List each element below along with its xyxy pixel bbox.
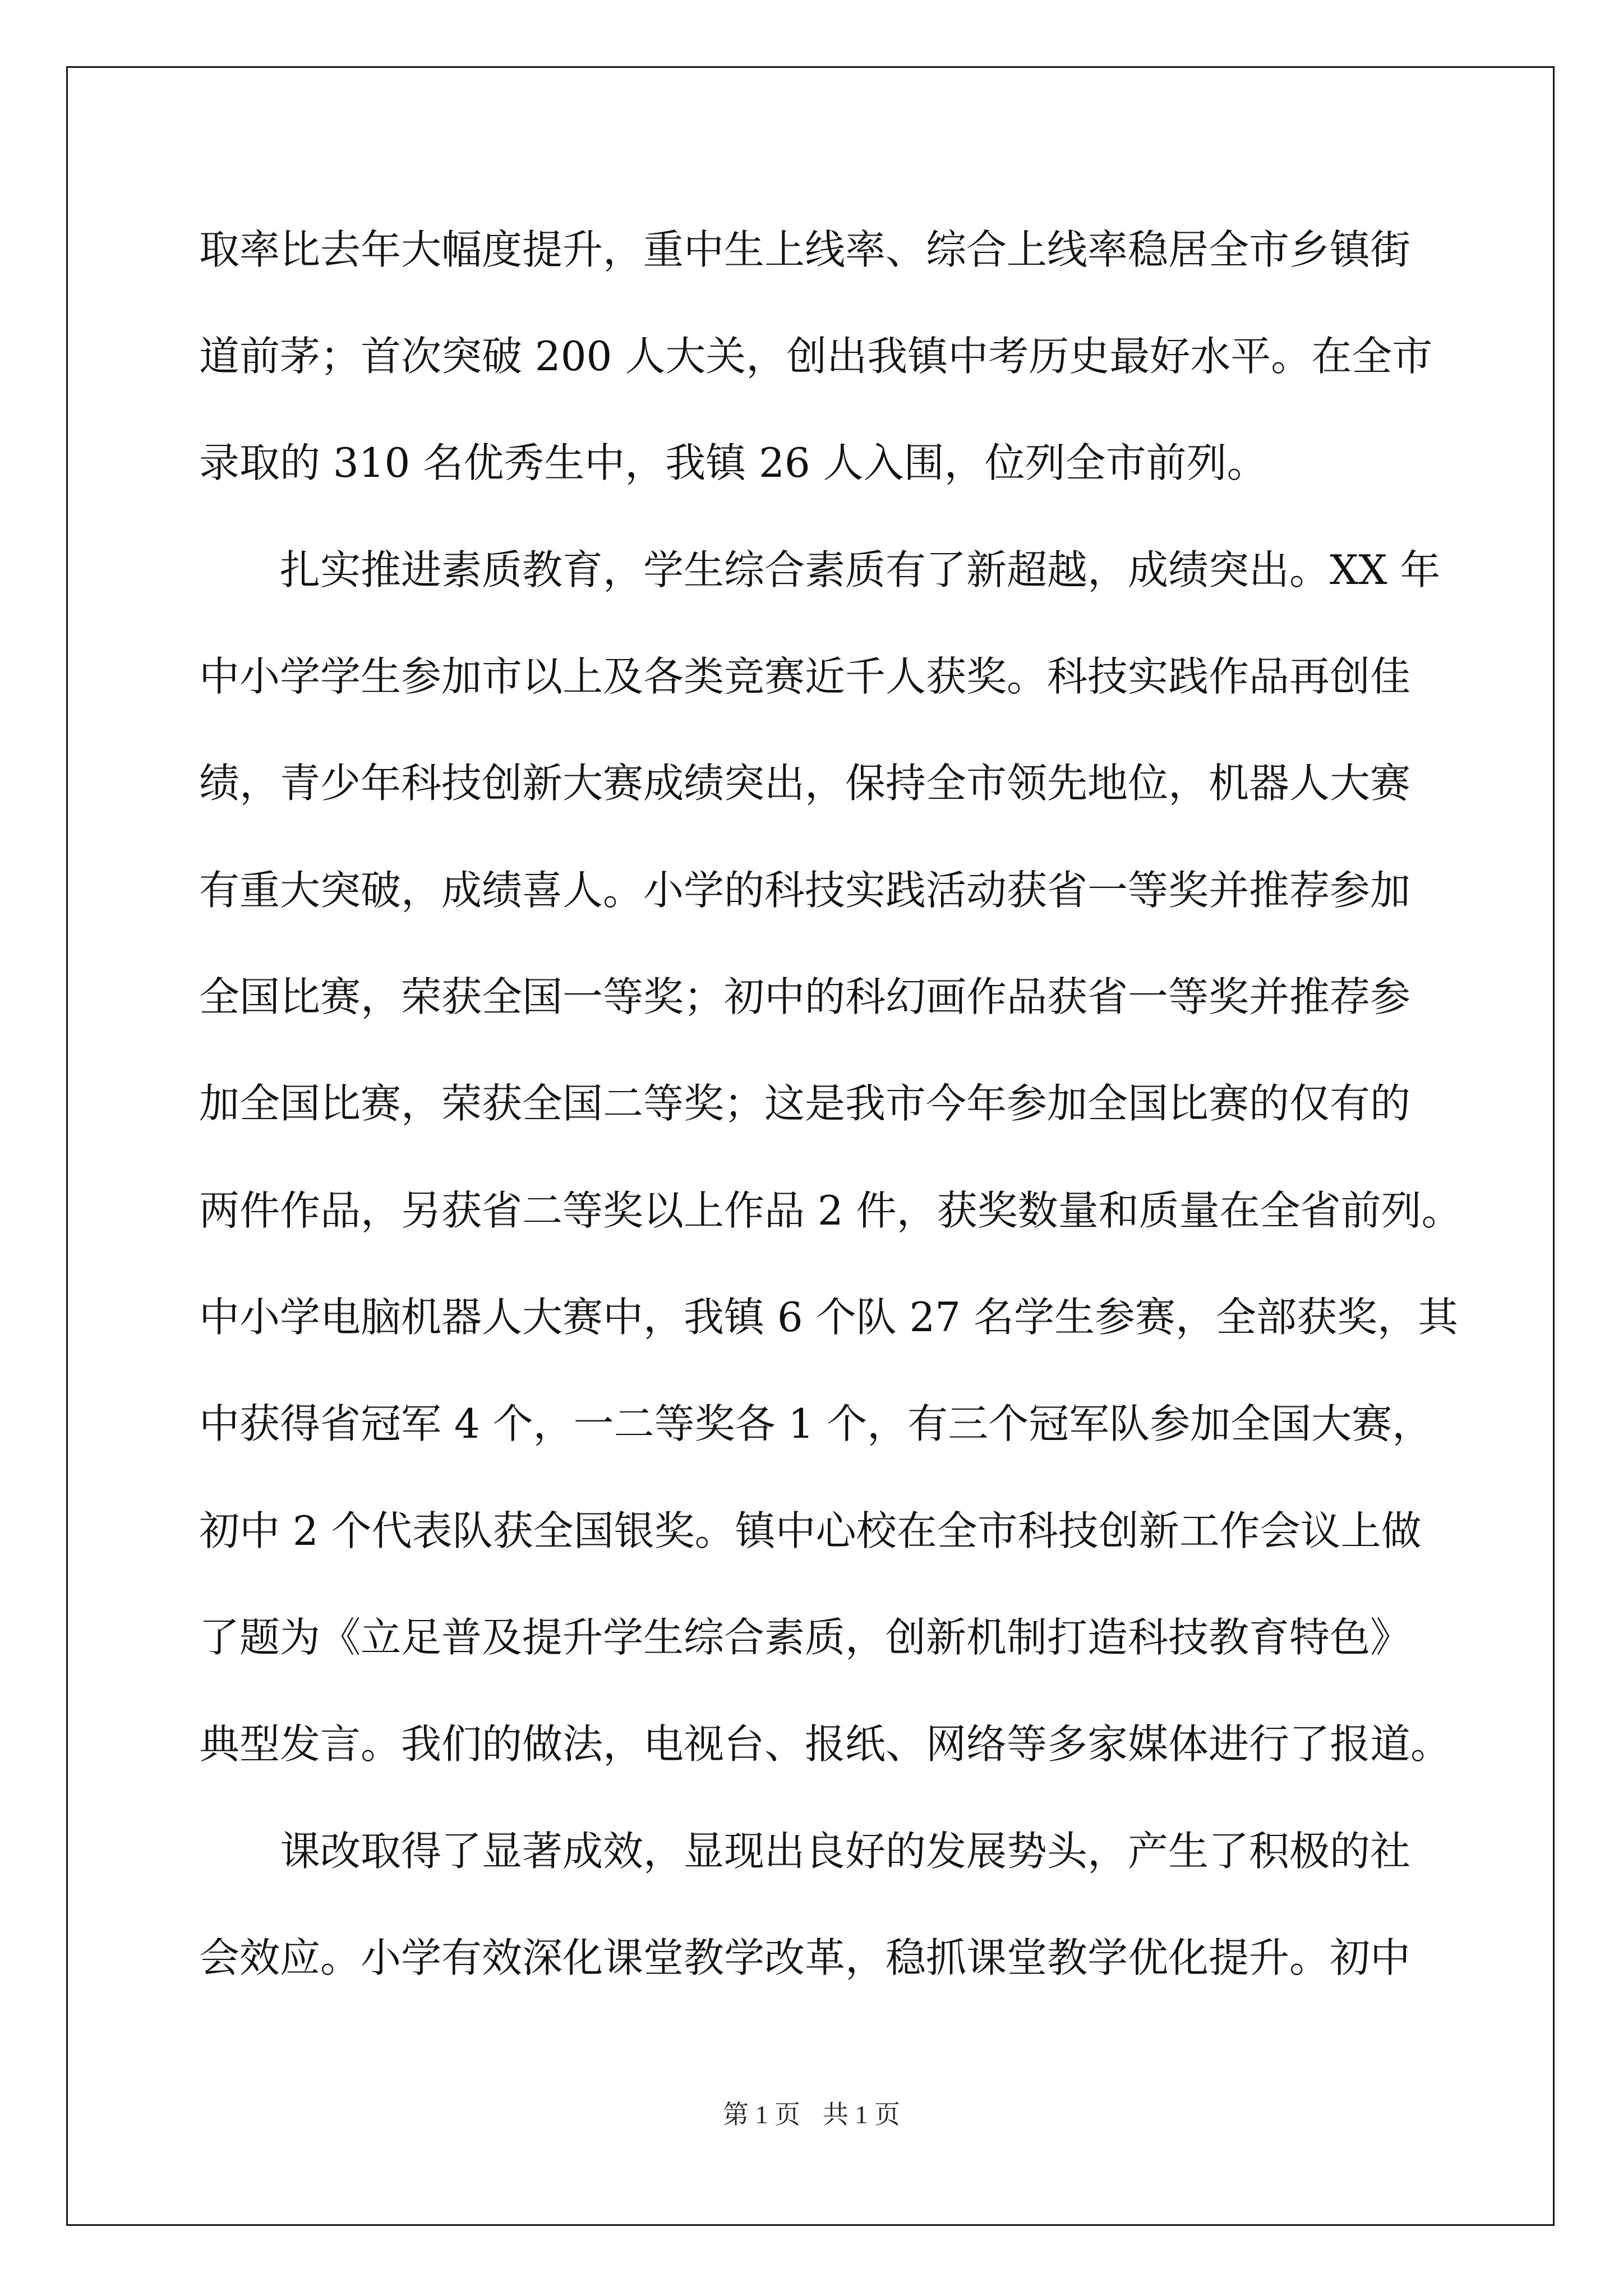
body-line: 中小学电脑机器人大赛中，我镇 6 个队 27 名学生参赛，全部获奖，其 bbox=[199, 1294, 1458, 1341]
body-line: 道前茅；首次突破 200 人大关，创出我镇中考历史最好水平。在全市 bbox=[199, 333, 1433, 380]
body-line: 会效应。小学有效深化课堂教学改革，稳抓课堂教学优化提升。初中 bbox=[199, 1934, 1411, 1981]
body-line: 全国比赛，荣获全国一等奖；初中的科幻画作品获省一等奖并推荐参 bbox=[199, 973, 1411, 1020]
paragraph-start-line: 扎实推进素质教育，学生综合素质有了新超越，成绩突出。XX 年 bbox=[280, 546, 1441, 593]
body-line: 录取的 310 名优秀生中，我镇 26 人入围，位列全市前列。 bbox=[199, 439, 1267, 486]
body-line: 初中 2 个代表队获全国银奖。镇中心校在全市科技创新工作会议上做 bbox=[199, 1507, 1422, 1554]
paragraph-start-line: 课改取得了显著成效，显现出良好的发展势头，产生了积极的社 bbox=[280, 1828, 1411, 1875]
body-line: 绩，青少年科技创新大赛成绩突出，保持全市领先地位，机器人大赛 bbox=[199, 760, 1411, 807]
page-border bbox=[66, 66, 1555, 2226]
body-line: 中小学学生参加市以上及各类竞赛近千人获奖。科技实践作品再创佳 bbox=[199, 653, 1411, 700]
body-line: 加全国比赛，荣获全国二等奖；这是我市今年参加全国比赛的仅有的 bbox=[199, 1080, 1411, 1127]
body-line: 了题为《立足普及提升学生综合素质，创新机制打造科技教育特色》 bbox=[199, 1614, 1411, 1661]
page-number: 第 1 页 bbox=[723, 2100, 800, 2129]
body-line: 中获得省冠军 4 个，一二等奖各 1 个，有三个冠军队参加全国大赛， bbox=[199, 1400, 1433, 1447]
body-line: 典型发言。我们的做法，电视台、报纸、网络等多家媒体进行了报道。 bbox=[199, 1720, 1451, 1768]
body-line: 取率比去年大幅度提升，重中生上线率、综合上线率稳居全市乡镇街 bbox=[199, 226, 1411, 273]
body-line: 有重大突破，成绩喜人。小学的科技实践活动获省一等奖并推荐参加 bbox=[199, 867, 1411, 914]
page-footer bbox=[0, 2098, 1623, 2132]
body-line: 两件作品，另获省二等奖以上作品 2 件，获奖数量和质量在全省前列。 bbox=[199, 1187, 1462, 1234]
page-total: 共 1 页 bbox=[823, 2100, 900, 2129]
